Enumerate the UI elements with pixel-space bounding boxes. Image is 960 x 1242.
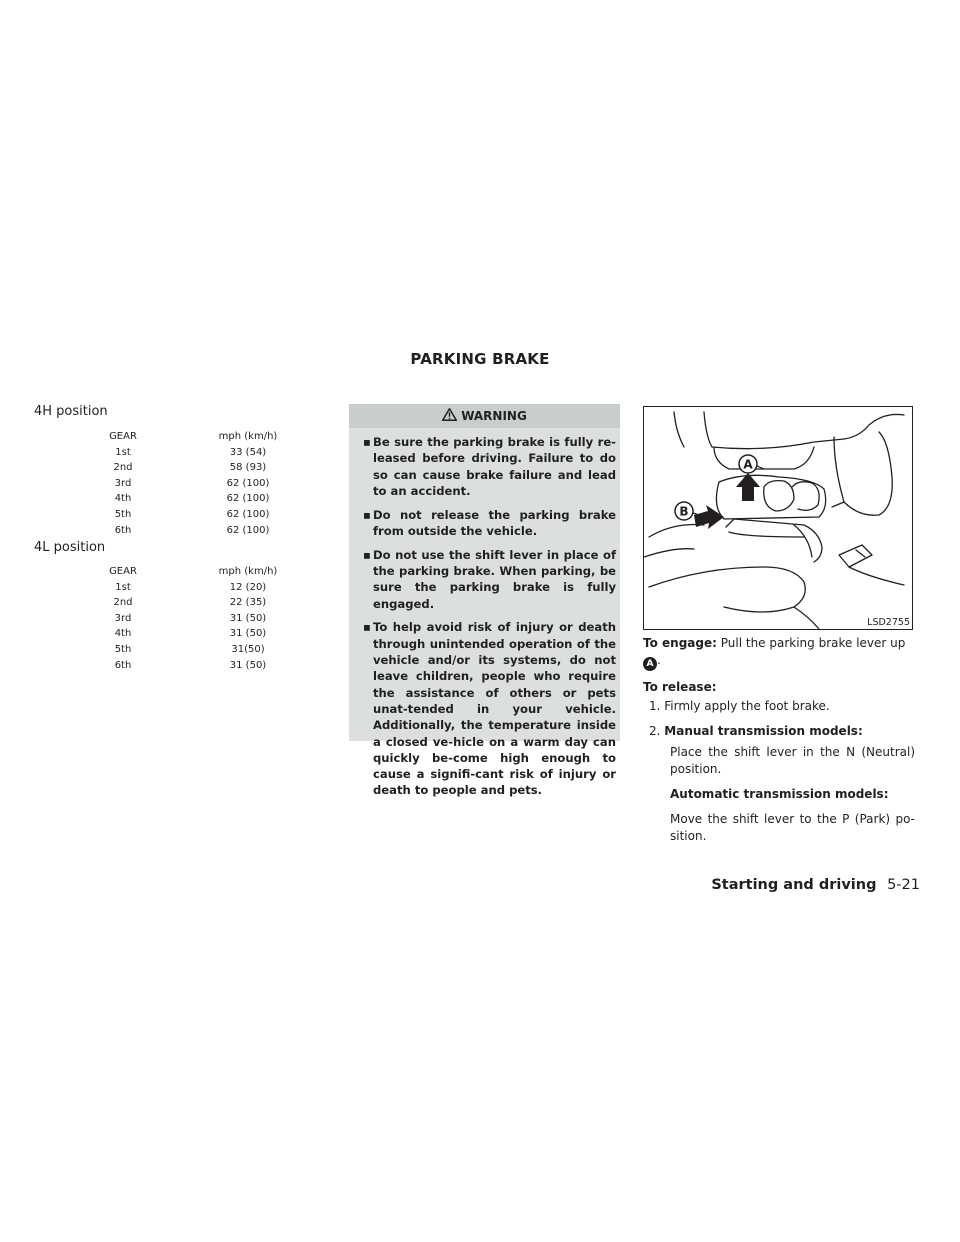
speed-cell: 58 (93) <box>229 462 267 474</box>
figure-code: LSD2755 <box>867 617 910 628</box>
parking-brake-figure <box>643 406 913 630</box>
gear-cell: 2nd <box>113 462 133 474</box>
engage-label: To engage: <box>643 636 717 650</box>
table-row <box>100 658 300 674</box>
step-heading: Manual transmission models: <box>664 724 863 738</box>
col-gear-header: GEAR <box>109 566 137 577</box>
section-title: PARKING BRAKE <box>410 350 550 368</box>
callout-label-b: B <box>679 504 689 519</box>
speed-cell: 62 (100) <box>226 508 270 520</box>
table-header-row <box>100 429 300 445</box>
table-row <box>100 460 300 476</box>
bullet-icon: ▪ <box>363 620 371 635</box>
table-row <box>100 476 300 492</box>
step-number: 2. <box>649 724 661 738</box>
gear-cell: 2nd <box>113 597 133 609</box>
table-row <box>100 642 300 658</box>
table-heading-4l: 4L position <box>34 540 106 555</box>
speed-table-4l <box>100 564 300 673</box>
speed-cell: 12 (20) <box>229 581 267 593</box>
release-step-1 <box>643 698 915 715</box>
warning-item-text: Do not use the shift lever in place of the parking brake. When parking, be sure the parking brake is fully engaged. <box>373 547 616 611</box>
warning-item-text: To help avoid risk of injury or death through unintended operation of the vehicle and/or its systems, do not leave children, people who require the assistance of others or pets unat-tended in your vehicle. Additionally, the temperature inside a closed ve-hicle on a warm day can quickly be-come high enough to cause a signifi-cant risk of injury or death to people and pets. <box>373 620 616 798</box>
gear-cell: 6th <box>114 659 132 671</box>
gear-cell: 6th <box>114 524 132 536</box>
gear-cell: 1st <box>115 581 131 593</box>
warning-box <box>349 404 620 798</box>
bullet-icon: ▪ <box>363 547 371 562</box>
warning-list <box>349 428 620 799</box>
gear-cell: 3rd <box>114 612 132 624</box>
warning-item <box>359 619 616 798</box>
bullet-icon: ▪ <box>363 435 371 449</box>
table-heading-4h: 4H position <box>34 404 108 419</box>
gear-cell: 5th <box>114 508 132 520</box>
engage-text: Pull the parking brake lever up <box>720 636 906 650</box>
warning-triangle-icon <box>442 408 457 424</box>
table-row <box>100 523 300 539</box>
col-gear-header: GEAR <box>109 431 137 442</box>
speed-cell: 31 (50) <box>229 628 267 640</box>
col-speed-header: mph (km/h) <box>218 431 278 442</box>
speed-cell: 33 (54) <box>229 446 267 458</box>
release-step-2 <box>643 723 915 740</box>
table-row <box>100 626 300 642</box>
warning-item <box>359 434 616 499</box>
engage-paragraph <box>643 635 915 671</box>
page-number: 5-21 <box>887 877 920 893</box>
speed-table-4h <box>100 429 300 538</box>
parking-brake-illustration <box>644 407 912 629</box>
callout-label-a: A <box>743 457 753 472</box>
speed-cell: 62 (100) <box>226 493 270 505</box>
gear-cell: 4th <box>114 493 132 505</box>
warning-item-text: Be sure the parking brake is fully re-leased before driving. Failure to do so can cause brake failure and lead to an accident. <box>373 435 616 498</box>
table-row <box>100 595 300 611</box>
speed-cell: 31(50) <box>231 643 265 655</box>
speed-cell: 22 (35) <box>229 597 267 609</box>
step-text: Firmly apply the foot brake. <box>664 699 830 713</box>
gear-cell: 3rd <box>114 477 132 489</box>
speed-cell: 31 (50) <box>229 659 267 671</box>
speed-cell: 62 (100) <box>226 524 270 536</box>
gear-cell: 5th <box>114 643 132 655</box>
table-row <box>100 580 300 596</box>
engage-end: . <box>657 653 661 667</box>
gear-cell: 1st <box>115 446 131 458</box>
speed-cell: 31 (50) <box>229 612 267 624</box>
warning-item <box>359 547 616 612</box>
col-speed-header: mph (km/h) <box>218 566 278 577</box>
warning-header <box>349 404 620 428</box>
manual-text: Place the shift lever in the N (Neutral) position. <box>670 745 915 776</box>
warning-item <box>359 507 616 540</box>
marker-a-icon: A <box>643 657 657 671</box>
warning-item-text: Do not release the parking brake from outside the vehicle. <box>373 507 616 538</box>
auto-text: Move the shift lever to the P (Park) po-sition. <box>670 812 915 843</box>
instructions <box>643 635 915 853</box>
step-number: 1. <box>649 699 661 713</box>
arrow-up-icon <box>736 473 760 501</box>
table-row <box>100 611 300 627</box>
table-row <box>100 507 300 523</box>
table-row <box>100 445 300 461</box>
release-label: To release: <box>643 680 717 694</box>
chapter-title: Starting and driving <box>711 877 877 893</box>
page-footer <box>711 877 920 893</box>
table-row <box>100 491 300 507</box>
gear-cell: 4th <box>114 628 132 640</box>
bullet-icon: ▪ <box>363 507 371 522</box>
table-header-row <box>100 564 300 580</box>
auto-heading: Automatic transmission models: <box>670 787 889 801</box>
arrow-right-icon <box>694 505 724 529</box>
speed-cell: 62 (100) <box>226 477 270 489</box>
warning-title: WARNING <box>461 409 527 423</box>
